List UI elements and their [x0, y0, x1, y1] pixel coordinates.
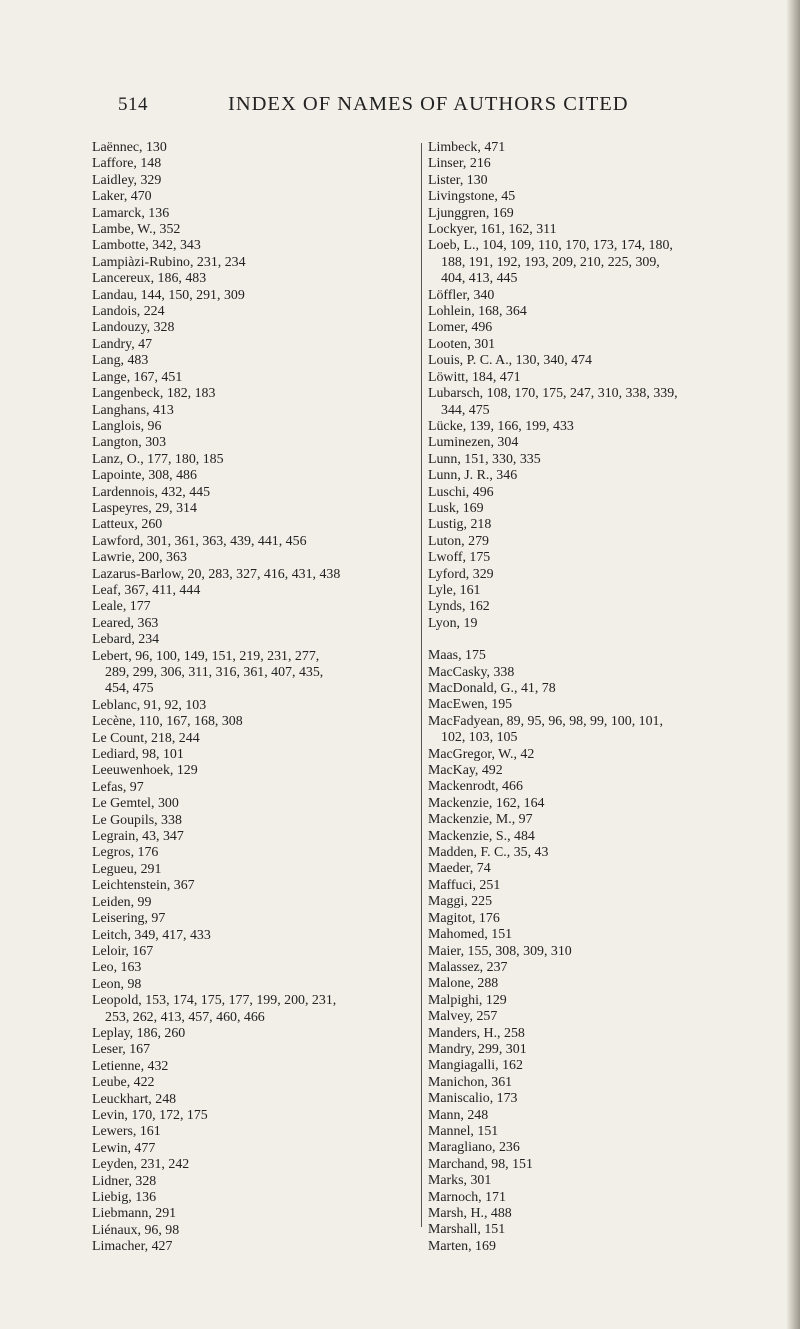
index-entry: Looten, 301	[428, 336, 496, 352]
index-entry: Liebig, 136	[92, 1190, 157, 1205]
index-entry: Lediard, 98, 101	[92, 747, 184, 763]
index-entry: Lawford, 301, 361, 363, 439, 441, 456	[92, 533, 307, 549]
index-entry: Leyden, 231, 242	[92, 1157, 190, 1173]
index-entry: Lwoff, 175	[428, 550, 491, 566]
index-entry-continuation: 289, 299, 306, 311, 316, 361, 407, 435,	[105, 665, 324, 680]
index-entry: Lunn, J. R., 346	[428, 468, 518, 484]
index-entry: Leopold, 153, 174, 175, 177, 199, 200, 231,	[92, 993, 337, 1009]
index-entry: MacDonald, G., 41, 78	[428, 681, 556, 696]
index-entry: Lister, 130	[428, 172, 488, 188]
index-entry: Lang, 483	[92, 353, 149, 369]
index-entry: Leaf, 367, 411, 444	[92, 582, 201, 598]
page-title: INDEX OF NAMES OF AUTHORS CITED	[228, 93, 629, 115]
index-entry: Liénaux, 96, 98	[92, 1222, 180, 1238]
index-entry: MacEwen, 195	[428, 697, 513, 713]
index-entry: Leale, 177	[92, 599, 151, 615]
index-entry: Malvey, 257	[428, 1009, 498, 1025]
index-entry: Luminezen, 304	[428, 435, 519, 451]
index-entry: Lapointe, 308, 486	[92, 468, 197, 484]
index-entry: Löwitt, 184, 471	[428, 369, 521, 385]
index-entry: Laspeyres, 29, 314	[92, 500, 197, 516]
index-entry: Maier, 155, 308, 309, 310	[428, 943, 572, 959]
index-entry: Lynds, 162	[428, 599, 490, 615]
index-entry: Lusk, 169	[428, 500, 484, 516]
index-entry: Limbeck, 471	[428, 140, 506, 155]
page-header	[0, 94, 800, 120]
index-entry: Maggi, 225	[428, 894, 493, 910]
page-edge-shadow	[786, 0, 800, 1329]
index-entry: Leeuwenhoek, 129	[92, 763, 198, 779]
index-entry: Löffler, 340	[428, 287, 495, 303]
index-entry: Lewers, 161	[92, 1124, 161, 1140]
index-entry: Lubarsch, 108, 170, 175, 247, 310, 338, 339,	[428, 386, 678, 402]
index-entry: Legros, 176	[92, 845, 159, 861]
index-entry: Leiden, 99	[92, 894, 152, 910]
index-entry: Loeb, L., 104, 109, 110, 170, 173, 174, 180,	[428, 238, 673, 254]
index-entry: Lidner, 328	[92, 1173, 157, 1189]
index-entry: Landau, 144, 150, 291, 309	[92, 287, 245, 303]
index-entry: Letienne, 432	[92, 1058, 169, 1074]
index-entry: Lohlein, 168, 364	[428, 304, 527, 320]
index-column-right	[428, 140, 766, 1255]
index-entry: Lamarck, 136	[92, 205, 170, 221]
index-entry: Maeder, 74	[428, 861, 491, 877]
page-number: 514	[118, 94, 148, 115]
index-entry: MacKay, 492	[428, 763, 503, 779]
index-entry: Marks, 301	[428, 1173, 492, 1189]
index-entry: Mandry, 299, 301	[428, 1041, 527, 1057]
index-entry-continuation: 102, 103, 105	[441, 730, 518, 746]
index-entry: Mannel, 151	[428, 1123, 499, 1139]
index-entry: Leuckhart, 248	[92, 1091, 177, 1107]
index-entry: Lambe, W., 352	[92, 222, 181, 238]
index-entry: Langhans, 413	[92, 402, 174, 418]
index-entry: Lewin, 477	[92, 1140, 156, 1156]
index-entry: Lange, 167, 451	[92, 369, 183, 385]
index-entry: Mangiagalli, 162	[428, 1058, 523, 1074]
index-entry: Lyon, 19	[428, 615, 478, 631]
index-entry: Leitch, 349, 417, 433	[92, 927, 211, 943]
index-entry: Leloir, 167	[92, 943, 154, 959]
index-entry: Lyford, 329	[428, 566, 494, 582]
index-entry: Manders, H., 258	[428, 1025, 525, 1041]
index-entry: Laidley, 329	[92, 172, 162, 188]
index-entry: Langlois, 96	[92, 418, 162, 434]
index-entry: Maniscalio, 173	[428, 1091, 518, 1107]
index-entry: Mackenrodt, 466	[428, 779, 523, 795]
index-entry: Ljunggren, 169	[428, 205, 514, 221]
index-entry: Livingstone, 45	[428, 189, 516, 205]
index-entry: Marsh, H., 488	[428, 1206, 512, 1221]
index-entry: Lustig, 218	[428, 517, 492, 533]
index-entry: Laënnec, 130	[92, 140, 167, 155]
index-entry: Lunn, 151, 330, 335	[428, 451, 541, 467]
index-entry: Maas, 175	[428, 648, 486, 664]
index-entry: Laker, 470	[92, 189, 152, 205]
index-entry-continuation: 404, 413, 445	[441, 271, 518, 287]
index-entry: Landouzy, 328	[92, 320, 175, 336]
index-entry: Langton, 303	[92, 435, 167, 451]
index-entry: Leisering, 97	[92, 911, 166, 927]
index-entry: Leplay, 186, 260	[92, 1025, 186, 1041]
index-entry: Marten, 169	[428, 1238, 496, 1254]
index-entry: Mann, 248	[428, 1107, 489, 1123]
index-entry-continuation: 454, 475	[105, 681, 154, 697]
index-entry: Lancereux, 186, 483	[92, 271, 207, 287]
index-entry: Lecène, 110, 167, 168, 308	[92, 714, 243, 730]
index-entry: Laffore, 148	[92, 156, 162, 172]
index-entry: Limacher, 427	[92, 1239, 173, 1255]
index-entry: Mackenzie, M., 97	[428, 812, 533, 828]
index-entry: MacFadyean, 89, 95, 96, 98, 99, 100, 101,	[428, 713, 663, 729]
index-entry: Langenbeck, 182, 183	[92, 386, 216, 402]
index-entry: Marshall, 151	[428, 1222, 506, 1238]
index-entry: Lyle, 161	[428, 582, 481, 598]
index-entry: Malassez, 237	[428, 959, 508, 975]
index-entry: Linser, 216	[428, 156, 491, 172]
index-entry: Lomer, 496	[428, 320, 493, 336]
index-entry: Marnoch, 171	[428, 1189, 506, 1205]
index-entry: Leon, 98	[92, 976, 142, 992]
index-entry: Lardennois, 432, 445	[92, 484, 211, 500]
index-entry: Leblanc, 91, 92, 103	[92, 697, 207, 713]
index-entry: Marchand, 98, 151	[428, 1156, 533, 1172]
index-entry: Lefas, 97	[92, 779, 144, 795]
index-entry: Lockyer, 161, 162, 311	[428, 222, 557, 238]
index-entry: Luschi, 496	[428, 484, 494, 500]
index-entry: MacCasky, 338	[428, 664, 515, 680]
index-entry: Madden, F. C., 35, 43	[428, 845, 549, 861]
index-entry: Mahomed, 151	[428, 927, 513, 943]
index-entry: Landois, 224	[92, 304, 165, 320]
index-entry: Leichtenstein, 367	[92, 878, 195, 894]
index-entry: Lanz, O., 177, 180, 185	[92, 451, 224, 467]
index-entry: Leser, 167	[92, 1042, 151, 1058]
index-entry: Lebard, 234	[92, 632, 160, 648]
index-entry: Lücke, 139, 166, 199, 433	[428, 418, 574, 434]
index-entry: Legrain, 43, 347	[92, 829, 184, 845]
index-entry-continuation: 188, 191, 192, 193, 209, 210, 225, 309,	[441, 254, 660, 270]
index-entry: Legueu, 291	[92, 861, 162, 877]
index-entry: Le Gemtel, 300	[92, 796, 179, 812]
index-entry: MacGregor, W., 42	[428, 746, 535, 762]
index-entry: Malone, 288	[428, 976, 499, 992]
index-entry: Malpighi, 129	[428, 992, 507, 1008]
index-entry: Mackenzie, 162, 164	[428, 795, 545, 811]
index-entry: Latteux, 260	[92, 517, 163, 533]
index-entry: Lebert, 96, 100, 149, 151, 219, 231, 277,	[92, 648, 320, 664]
index-column-left	[92, 140, 414, 1256]
index-entry-continuation: 253, 262, 413, 457, 460, 466	[105, 1009, 265, 1025]
index-entry: Maffuci, 251	[428, 877, 501, 893]
index-entry: Mackenzie, S., 484	[428, 828, 535, 844]
index-entry: Le Count, 218, 244	[92, 730, 200, 746]
index-entry: Levin, 170, 172, 175	[92, 1107, 208, 1123]
index-entry: Lambotte, 342, 343	[92, 238, 201, 254]
index-entry: Maragliano, 236	[428, 1140, 520, 1156]
section-gap	[428, 632, 766, 648]
index-entry: Leube, 422	[92, 1075, 155, 1091]
index-entry: Liebmann, 291	[92, 1206, 177, 1222]
index-entry: Magitot, 176	[428, 910, 500, 926]
index-entry: Lampiàzi-Rubino, 231, 234	[92, 254, 246, 270]
index-entry: Manichon, 361	[428, 1074, 513, 1090]
index-entry: Landry, 47	[92, 336, 153, 352]
index-entry: Leared, 363	[92, 615, 159, 631]
index-entry: Louis, P. C. A., 130, 340, 474	[428, 353, 593, 369]
index-entry: Lawrie, 200, 363	[92, 550, 187, 566]
index-entry-continuation: 344, 475	[441, 402, 490, 418]
index-entry: Leo, 163	[92, 960, 142, 976]
index-entry: Lazarus-Barlow, 20, 283, 327, 416, 431, 438	[92, 566, 341, 582]
column-divider	[421, 143, 422, 1227]
index-entry: Luton, 279	[428, 533, 489, 549]
index-entry: Le Goupils, 338	[92, 812, 182, 828]
